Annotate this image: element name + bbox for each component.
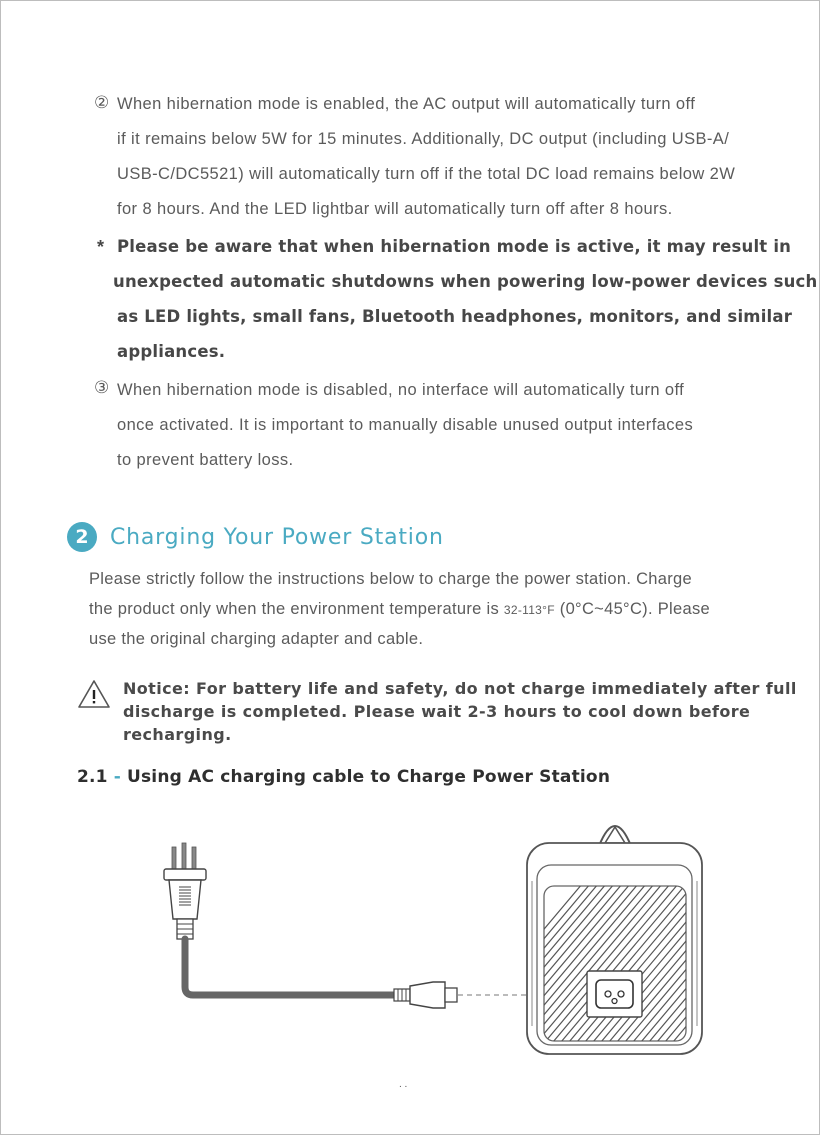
notice-line: Notice: For battery life and safety, do not charge immediately after full [123,679,797,698]
page-number-marks: . . [399,1079,408,1090]
subsection-number: 2.1 [77,767,108,787]
item-number-2: ② [94,93,110,112]
ac-connector-icon [394,982,457,1008]
warning-line: unexpected automatic shutdowns when powering low-power devices such [113,272,818,291]
warning-line: as LED lights, small fans, Bluetooth headphones, monitors, and similar [117,307,793,326]
text-line: Please strictly follow the instructions below to charge the power station. Charge [89,570,693,588]
ac-charging-illustration [1,801,820,1081]
section-heading [67,519,444,555]
text-line: When hibernation mode is enabled, the AC output will automatically turn off [117,95,696,113]
text-line: for 8 hours. And the LED lightbar will automatically turn off after 8 hours. [117,200,673,218]
notice-text [123,677,797,746]
temperature-range-fahrenheit: 32-113°F [503,603,555,617]
hibernation-disabled-paragraph [117,373,693,478]
warning-line: Please be aware that when hibernation mode is active, it may result in [117,237,792,256]
text-fragment: (0°C~45°C). Please [554,600,710,618]
text-line: once activated. It is important to manually disable unused output interfaces [117,416,694,434]
ac-charging-cable [185,939,396,995]
hibernation-warning [113,229,818,369]
text-fragment: the product only when the environment temperature is [89,600,504,618]
warning-asterisk: * [97,237,105,257]
subsection-heading [77,767,610,787]
subsection-title: Using AC charging cable to Charge Power Station [126,767,611,787]
warning-triangle-icon [77,679,111,709]
item-number-3: ③ [94,378,110,397]
notice-line: recharging. [123,725,232,744]
warning-line: appliances. [117,342,226,361]
section-title: Charging Your Power Station [110,524,444,550]
text-line [89,594,710,624]
notice-line: discharge is completed. Please wait 2-3 hours to cool down before [123,702,751,721]
text-line: to prevent battery loss. [117,451,294,469]
power-station-icon [433,826,817,1061]
section-number-badge: 2 [67,522,97,552]
hibernation-enabled-paragraph [117,87,735,227]
text-line: use the original charging adapter and cable. [89,630,424,648]
charging-instructions [89,564,710,654]
text-line: USB-C/DC5521) will automatically turn off if the total DC load remains below 2W [117,165,736,183]
text-line: When hibernation mode is disabled, no interface will automatically turn off [117,381,685,399]
ac-plug-icon [164,843,206,939]
subsection-separator: - [113,767,121,787]
text-line: if it remains below 5W for 15 minutes. Additionally, DC output (including USB-A/ [117,130,730,148]
